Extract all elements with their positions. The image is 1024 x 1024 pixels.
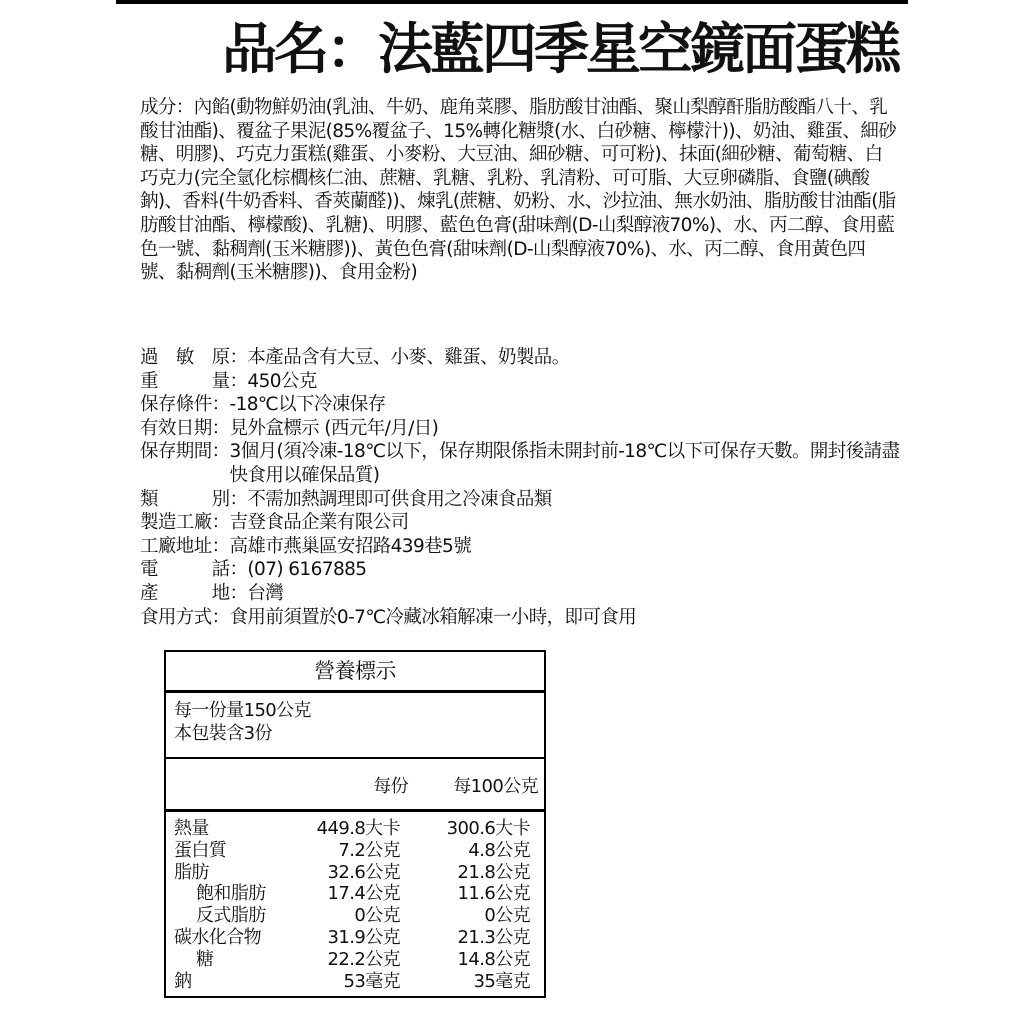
info-label: 類 別： <box>140 488 248 510</box>
info-value: 食用前須置於0-7℃冷藏冰箱解凍一小時，即可食用 <box>229 606 637 628</box>
info-label: 製造工廠： <box>140 512 230 534</box>
info-row-allergens <box>140 346 900 370</box>
nutrient-name: 飽和脂肪 <box>196 883 266 905</box>
nutrient-per-serving: 7.2公克 <box>338 839 400 861</box>
nutrient-per-100g: 35毫克 <box>473 970 530 992</box>
info-row-origin <box>140 582 900 606</box>
info-row-shelf-life <box>140 440 900 487</box>
nutrient-per-serving: 22.2公克 <box>327 948 400 970</box>
top-rule <box>116 0 908 4</box>
info-value: 不需加熱調理即可供食用之冷凍食品類 <box>247 488 552 510</box>
ingredients-text: 成分：內餡(動物鮮奶油(乳油、牛奶、鹿角菜膠、脂肪酸甘油酯、聚山梨醇酐脂肪酸酯八十、乳酸甘油酯)、覆盆子果泥(85%覆盆子、15%轉化糖漿(水、白砂糖、檸檬汁))、奶油、雞蛋、細砂糖、明膠)、巧克力蛋糕(雞蛋、小麥粉、大豆油、細砂糖、可可粉)、抹面(細砂糖、葡萄糖、白巧克力(完全氫化棕櫚核仁油、蔗糖、乳糖、乳粉、乳清粉、可可脂、大豆卵磷脂、食鹽(碘酸鈉)、香料(牛奶香料、香莢蘭醛))、煉乳(蔗糖、奶粉、水、沙拉油、無水奶油、脂肪酸甘油酯(脂肪酸甘油酯、檸檬酸)、乳糖)、明膠、藍色色膏(甜味劑(D-山梨醇液70%)、水、丙二醇、食用藍色一號、黏稠劑(玉米糖膠))、黃色色膏(甜味劑(D-山梨醇液70%)、水、丙二醇、食用黃色四號、黏稠劑(玉米糖膠))、食用金粉) <box>140 97 897 284</box>
nutrient-name: 熱量 <box>174 818 209 839</box>
nutrient-per-100g: 11.6公克 <box>457 883 530 905</box>
nutrient-name: 蛋白質 <box>174 839 227 861</box>
serving-size: 每一份量150公克 <box>174 700 311 721</box>
info-row-usage <box>140 606 900 630</box>
info-label: 過 敏 原： <box>140 347 248 368</box>
nutrition-rows <box>166 812 544 992</box>
nutrient-name: 碳水化合物 <box>174 926 261 948</box>
nutrient-name: 鈉 <box>174 970 192 992</box>
info-row-storage <box>140 393 900 417</box>
nutrition-row-carbohydrate <box>166 927 544 949</box>
info-value: 3個月(須冷凍-18℃以下，保存期限係指未開封前-18℃以下可保存天數。開封後請盡快食用以確保品質) <box>229 441 900 486</box>
nutrition-column-headers <box>166 765 544 812</box>
info-value: 高雄市燕巢區安招路439巷5號 <box>229 535 472 557</box>
info-row-manufacturer <box>140 511 900 535</box>
nutrient-per-serving: 53毫克 <box>343 970 400 992</box>
product-info-list <box>140 346 900 629</box>
info-label: 電 話： <box>140 559 248 581</box>
nutrient-per-100g: 0公克 <box>484 905 530 927</box>
nutrient-name: 反式脂肪 <box>196 905 266 927</box>
nutrient-name: 脂肪 <box>174 861 209 883</box>
header-spacer <box>166 765 316 809</box>
nutrition-row-energy <box>166 818 544 840</box>
nutrient-per-serving: 17.4公克 <box>327 883 400 905</box>
info-label: 工廠地址： <box>140 535 230 557</box>
info-row-address <box>140 535 900 559</box>
nutrition-title: 營養標示 <box>166 652 544 693</box>
info-label: 食用方式： <box>140 606 230 628</box>
nutrient-per-serving: 0公克 <box>354 905 400 927</box>
info-row-expiry <box>140 417 900 441</box>
info-value: 450公克 <box>247 370 317 392</box>
nutrient-name: 糖 <box>196 948 214 970</box>
nutrient-per-100g: 300.6大卡 <box>446 818 530 839</box>
nutrition-row-sugar <box>166 949 544 971</box>
nutrient-per-100g: 4.8公克 <box>468 839 530 861</box>
product-title: 品名：法藍四季星空鏡面蛋糕 <box>222 17 899 81</box>
info-value: 吉登食品企業有限公司 <box>229 512 409 534</box>
info-row-weight <box>140 370 900 394</box>
nutrient-per-100g: 21.3公克 <box>457 926 530 948</box>
nutrition-row-sodium <box>166 971 544 993</box>
info-value: -18℃以下冷凍保存 <box>229 394 386 416</box>
info-label: 保存期間： <box>140 441 230 463</box>
nutrient-per-serving: 31.9公克 <box>327 926 400 948</box>
nutrient-per-100g: 14.8公克 <box>457 948 530 970</box>
nutrition-row-trans-fat <box>166 905 544 927</box>
info-row-category <box>140 488 900 512</box>
servings-per-package: 本包裝含3份 <box>174 723 272 744</box>
info-label: 有效日期： <box>140 417 230 439</box>
nutrition-facts-table <box>164 650 546 998</box>
nutrient-per-serving: 32.6公克 <box>327 861 400 883</box>
info-label: 產 地： <box>140 582 248 604</box>
info-value: (07) 6167885 <box>247 559 367 581</box>
nutrient-per-100g: 21.8公克 <box>457 861 530 883</box>
nutrition-row-fat <box>166 862 544 884</box>
nutrient-per-serving: 449.8大卡 <box>316 818 400 839</box>
info-label: 保存條件： <box>140 394 230 416</box>
info-value: 本產品含有大豆、小麥、雞蛋、奶製品。 <box>247 347 570 368</box>
nutrition-row-saturated-fat <box>166 883 544 905</box>
info-label: 重 量： <box>140 370 248 392</box>
nutrition-serving-info <box>166 693 544 759</box>
info-value: 見外盒標示 (西元年/月/日) <box>229 417 439 439</box>
info-row-phone <box>140 558 900 582</box>
header-per-100g: 每100公克 <box>453 776 538 797</box>
nutrition-row-protein <box>166 840 544 862</box>
info-value: 台灣 <box>247 582 284 604</box>
header-per-serving: 每份 <box>373 776 408 797</box>
